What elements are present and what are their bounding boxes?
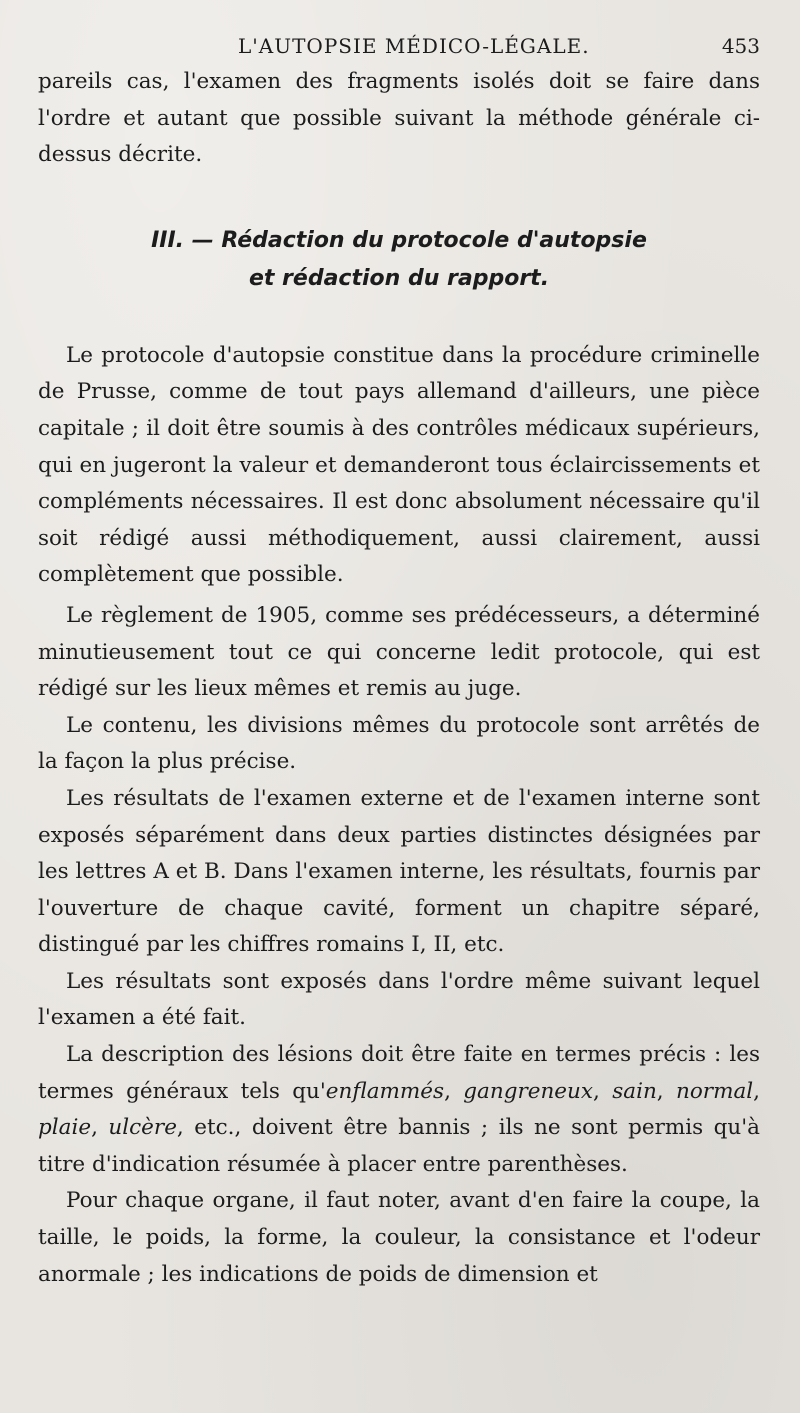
term-ulcere: ulcère	[108, 1115, 177, 1141]
term-sain: sain	[612, 1078, 657, 1104]
page-number: 453	[721, 34, 760, 58]
term-plaie: plaie	[38, 1115, 92, 1141]
paragraph-description: La description des lésions doit être faite en termes précis : les termes généraux tels qu'enflammés, gangreneux, sain, normal, plaie, ulcère, etc., doivent être bannis ; ils ne sont permis qu'à titre d'indication résumée à placer entre parenthèses.	[38, 1042, 760, 1177]
running-head	[38, 28, 760, 64]
paragraph-ordre: Les résultats sont exposés dans l'ordre même suivant lequel l'examen a été fait.	[38, 968, 760, 1031]
paragraph-contenu: Le contenu, les divisions mêmes du protocole sont arrêtés de la façon la plus précise.	[38, 712, 760, 775]
running-head-title: L'AUTOPSIE MÉDICO-LÉGALE.	[238, 34, 590, 58]
section-heading-line-1: III. — Rédaction du protocole d'autopsie	[151, 227, 647, 253]
term-gangreneux: gangreneux	[463, 1078, 594, 1104]
paragraph-reglement: Le règlement de 1905, comme ses prédécesseurs, a déterminé minutieusement tout ce qui concerne ledit protocole, qui est rédigé sur les lieux mêmes et remis au juge.	[38, 602, 760, 702]
section-heading	[38, 222, 760, 298]
description-text-1: La description des lésions doit être faite en termes précis : les termes généraux tels qu'	[38, 1042, 760, 1104]
section-heading-line-2: et rédaction du rapport.	[248, 265, 550, 291]
term-normal: normal	[676, 1078, 754, 1104]
intro-paragraph: pareils cas, l'examen des fragments isolés doit se faire dans l'ordre et autant que possible suivant la méthode générale ci-dessus décrite.	[38, 69, 760, 168]
term-enflammes: enflammés	[325, 1078, 445, 1104]
paragraph-protocol: Le protocole d'autopsie constitue dans la procédure criminelle de Prusse, comme de tout pays allemand d'ailleurs, une pièce capitale ; il doit être soumis à des contrôles médicaux supérieurs, qui en jugeront la valeur et demanderont tous éclaircissements et compléments nécessaires. Il est donc absolument nécessaire qu'il soit rédigé aussi méthodiquement, aussi clairement, aussi complètement que possible.	[38, 342, 760, 588]
paragraph-organe: Pour chaque organe, il faut noter, avant d'en faire la coupe, la taille, le poids, la forme, la couleur, la consistance et l'odeur anormale ; les indications de poids de dimension et	[38, 1188, 760, 1287]
paragraph-resultats: Les résultats de l'examen externe et de l'examen interne sont exposés séparément dans deux parties distinctes désignées par les lettres A et B. Dans l'examen interne, les résultats, fournis par l'ouverture de chaque cavité, forment un chapitre séparé, distingué par les chiffres romains I, II, etc.	[38, 785, 760, 958]
description-text-2: , etc., doivent être bannis ; ils ne sont permis qu'à titre d'indication résumée à placer entre parenthèses.	[38, 1115, 760, 1177]
